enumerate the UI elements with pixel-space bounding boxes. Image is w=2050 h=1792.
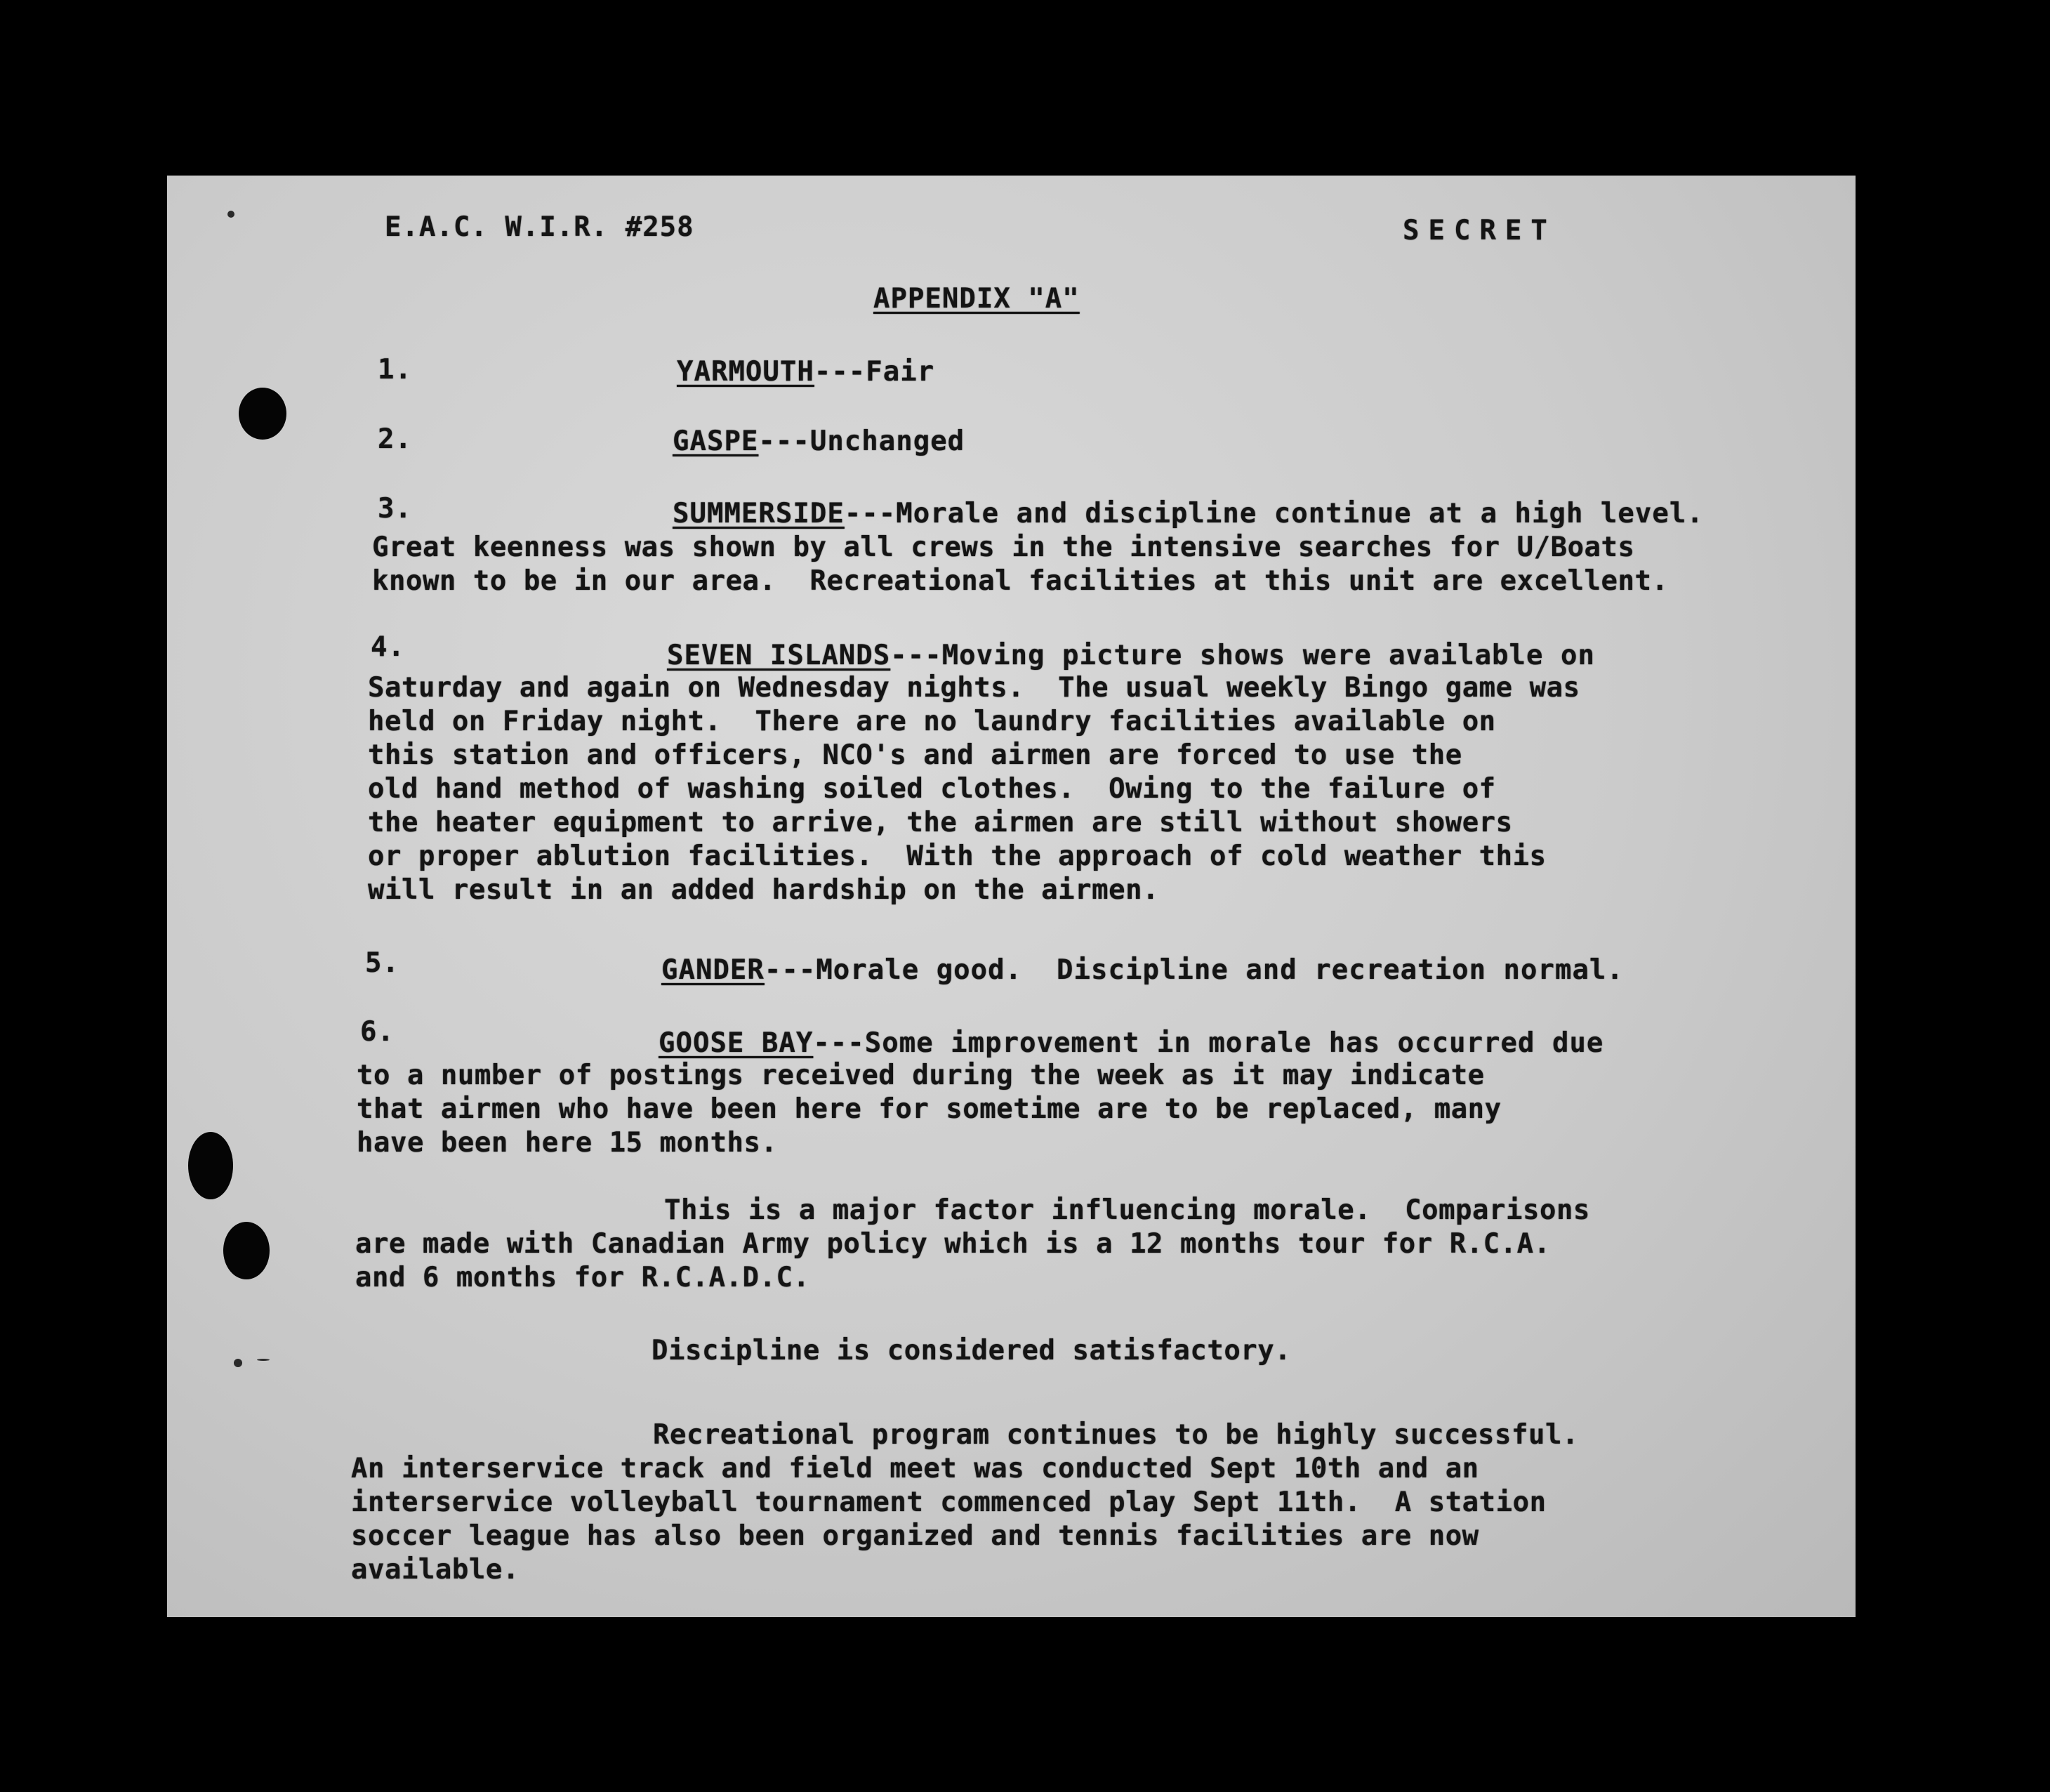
text-line: interservice volleyball tournament commenced play Sept 11th. A station: [351, 1487, 1547, 1518]
text-line: that airmen who have been here for sometime are to be replaced, many: [357, 1093, 1502, 1125]
item-entry: [673, 497, 1704, 531]
document-page: [167, 176, 1856, 1617]
item-number: 3.: [378, 493, 412, 525]
speck: [227, 211, 234, 218]
item-number: 2.: [378, 423, 412, 455]
item-entry: [667, 639, 1595, 673]
text-line: Recreational program continues to be highly successful.: [653, 1419, 1579, 1451]
item-continuation: [372, 531, 1668, 598]
text-line: held on Friday night. There are no laundry facilities available on: [368, 706, 1496, 737]
item-entry: [677, 355, 934, 389]
item-entry: [659, 1027, 1603, 1060]
item-text: ---Some improvement in morale has occurred due: [813, 1027, 1604, 1059]
text-line: have been here 15 months.: [357, 1127, 778, 1159]
station-name: SEVEN ISLANDS: [667, 640, 891, 671]
item-text: ---Fair: [814, 356, 935, 388]
appendix-title: APPENDIX "A": [873, 283, 1080, 315]
text-line: available.: [351, 1554, 520, 1586]
punch-hole: [239, 388, 286, 440]
paragraph: [351, 1418, 1579, 1587]
item-text: ---Unchanged: [758, 426, 965, 457]
punch-hole: [188, 1132, 233, 1199]
text-line: the heater equipment to arrive, the airmen are still without showers: [368, 807, 1513, 838]
paragraph: [652, 1334, 1291, 1368]
item-continuation: [357, 1059, 1502, 1160]
item-number: 1.: [378, 354, 412, 386]
item-entry: [661, 954, 1624, 987]
text-line: to a number of postings received during the week as it may indicate: [357, 1060, 1485, 1091]
text-line: Great keenness was shown by all crews in the intensive searches for U/Boats: [372, 532, 1635, 563]
item-entry: [673, 425, 965, 459]
station-name: GANDER: [661, 954, 765, 986]
item-text: ---Morale good. Discipline and recreation normal.: [764, 954, 1624, 986]
text-line: Discipline is considered satisfactory.: [652, 1335, 1292, 1366]
paragraph: [355, 1194, 1590, 1295]
classification-label: SECRET: [1403, 215, 1556, 246]
item-number: 5.: [365, 947, 399, 979]
station-name: GOOSE BAY: [659, 1027, 814, 1059]
text-line: this station and officers, NCO's and airmen are forced to use the: [368, 739, 1462, 771]
text-line: are made with Canadian Army policy which is a 12 months tour for R.C.A.: [355, 1228, 1551, 1260]
document-reference: E.A.C. W.I.R. #258: [385, 211, 694, 243]
item-number: 6.: [360, 1016, 395, 1048]
item-text: ---Moving picture shows were available on: [890, 640, 1595, 671]
speck: [257, 1359, 270, 1361]
text-line: This is a major factor influencing morale. Comparisons: [664, 1194, 1590, 1226]
text-line: old hand method of washing soiled clothes. Owing to the failure of: [368, 773, 1496, 805]
text-line: An interservice track and field meet was conducted Sept 10th and an: [351, 1453, 1479, 1484]
station-name: YARMOUTH: [677, 356, 814, 388]
station-name: SUMMERSIDE: [673, 498, 845, 529]
text-line: and 6 months for R.C.A.D.C.: [355, 1262, 810, 1293]
text-line: known to be in our area. Recreational facilities at this unit are excellent.: [372, 565, 1669, 597]
text-line: or proper ablution facilities. With the approach of cold weather this: [368, 841, 1547, 872]
item-continuation: [368, 671, 1580, 907]
station-name: GASPE: [673, 426, 759, 457]
speck: [234, 1359, 242, 1367]
text-line: will result in an added hardship on the airmen.: [368, 874, 1160, 906]
text-line: soccer league has also been organized and tennis facilities are now: [351, 1520, 1479, 1552]
text-line: Saturday and again on Wednesday nights. The usual weekly Bingo game was: [368, 672, 1580, 704]
item-text: ---Morale and discipline continue at a high level.: [844, 498, 1704, 529]
punch-hole: [223, 1222, 270, 1279]
item-number: 4.: [371, 631, 405, 663]
